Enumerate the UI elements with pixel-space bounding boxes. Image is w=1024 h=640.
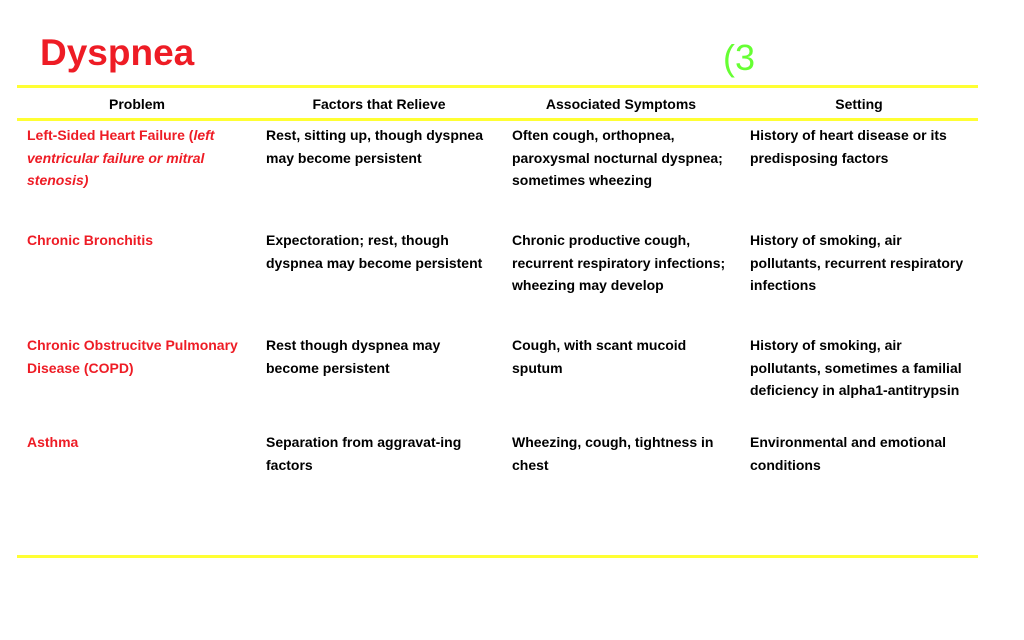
table-row-problem: [27, 124, 247, 192]
table-row-problem: Chronic Obstrucitve Pulmonary Disease (COPD): [27, 337, 238, 376]
table-row-setting: Environmental and emotional conditions: [750, 434, 947, 473]
problem-label-italic: left ventricular failure or mitral stenosis): [27, 127, 215, 188]
table-header-rule: [17, 118, 978, 121]
page-marker: (3: [723, 37, 756, 78]
slide-title: Dyspnea: [40, 32, 195, 73]
table-row-problem: Asthma: [27, 434, 79, 450]
table-row-symptoms: Chronic productive cough, recurrent respiratory infections; wheezing may develop: [512, 232, 726, 293]
table-bottom-rule: [17, 555, 978, 558]
table-row-relieve: Expectoration; rest, though dyspnea may become persistent: [266, 232, 483, 271]
table-row-symptoms: Wheezing, cough, tightness in chest: [512, 434, 714, 473]
header-setting: Setting: [835, 96, 883, 112]
table-row-setting: History of smoking, air pollutants, recurrent respiratory infections: [750, 232, 964, 293]
table-row-relieve: Separation from aggravat-ing factors: [266, 434, 462, 473]
table-row-symptoms: Cough, with scant mucoid sputum: [512, 337, 687, 376]
problem-label: Left-Sided Heart Failure (: [27, 127, 194, 143]
table-row-relieve: Rest, sitting up, though dyspnea may become persistent: [266, 127, 483, 166]
table-row-symptoms: Often cough, orthopnea, paroxysmal nocturnal dyspnea; sometimes wheezing: [512, 127, 723, 188]
table-row-setting: History of heart disease or its predisposing factors: [750, 127, 947, 166]
header-associated-symptoms: Associated Symptoms: [545, 96, 697, 112]
table-row-problem: Chronic Bronchitis: [27, 232, 154, 248]
table-row-setting: History of smoking, air pollutants, sometimes a familial deficiency in alpha1-antitrypsin: [750, 337, 962, 398]
table-top-rule: [17, 85, 978, 88]
table-row-relieve: Rest though dyspnea may become persistent: [266, 337, 441, 376]
header-problem: Problem: [108, 96, 165, 112]
header-factors-relieve: Factors that Relieve: [312, 96, 446, 112]
